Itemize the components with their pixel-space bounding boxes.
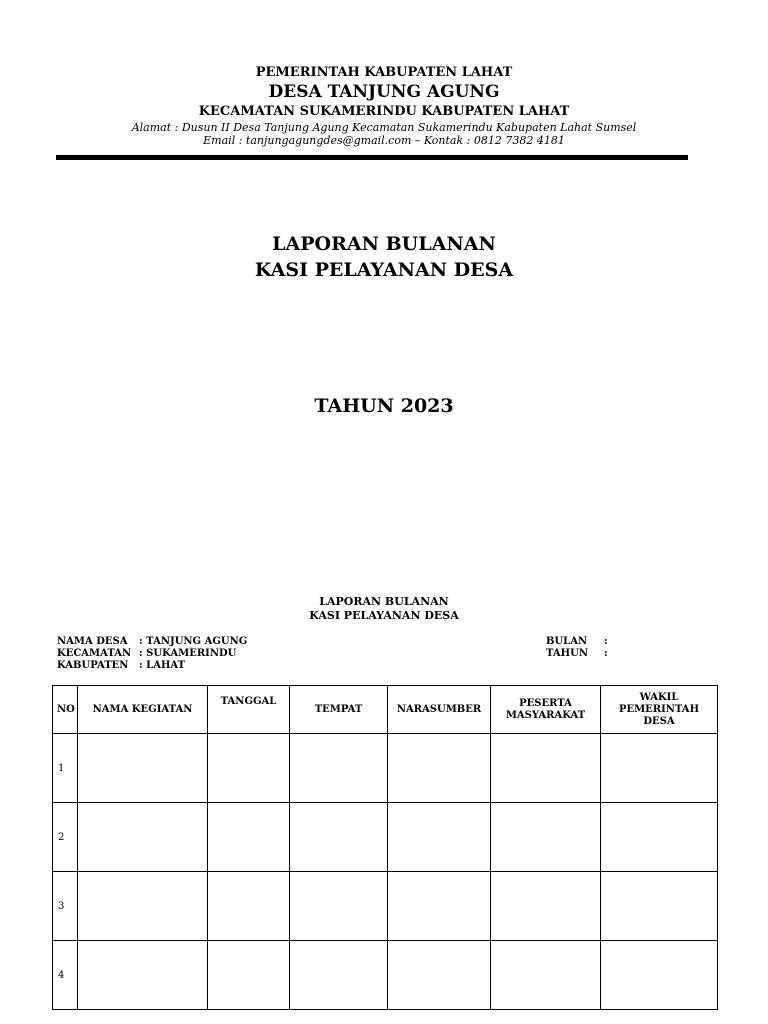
info-label: TAHUN	[546, 648, 588, 659]
column-header-date: TANGGAL	[208, 686, 290, 734]
row-number: 3	[53, 872, 78, 941]
cover-year: TAHUN 2023	[314, 395, 454, 417]
cell-date	[208, 803, 290, 872]
row-number: 2	[53, 803, 78, 872]
info-label: KECAMATAN	[57, 648, 132, 659]
cell-representative	[601, 872, 718, 941]
cell-speaker	[388, 872, 491, 941]
table-row	[53, 872, 718, 941]
cell-participants	[491, 734, 601, 803]
activity-table	[52, 685, 718, 1010]
info-label: KABUPATEN	[57, 660, 129, 671]
cell-date	[208, 872, 290, 941]
letterhead-district: KECAMATAN SUKAMERINDU KABUPATEN LAHAT	[198, 104, 570, 119]
info-label: BULAN	[546, 636, 588, 647]
column-header-speaker: NARASUMBER	[388, 686, 491, 734]
cell-participants	[491, 872, 601, 941]
info-row-village	[57, 636, 247, 648]
letterhead-village: DESA TANJUNG AGUNG	[268, 82, 500, 102]
cell-place	[290, 734, 388, 803]
cell-speaker	[388, 941, 491, 1010]
info-value: : LAHAT	[139, 660, 186, 671]
table-row	[53, 734, 718, 803]
info-value: : SUKAMERINDU	[139, 648, 237, 659]
cell-activity	[78, 872, 208, 941]
letterhead-contact: Email : tanjungagungdes@gmail.com – Kontak : 0812 7382 4181	[203, 134, 565, 147]
report-title-line1: LAPORAN BULANAN	[319, 595, 449, 608]
cell-place	[290, 803, 388, 872]
cover-title-line1: LAPORAN BULANAN	[272, 233, 496, 255]
report-info-left	[57, 636, 247, 672]
column-header-representative: WAKIL PEMERINTAH DESA	[601, 686, 718, 734]
cell-activity	[78, 734, 208, 803]
row-number: 1	[53, 734, 78, 803]
row-number: 4	[53, 941, 78, 1010]
info-row-regency	[57, 660, 247, 672]
cell-date	[208, 941, 290, 1010]
info-value: :	[604, 648, 608, 659]
cell-representative	[601, 734, 718, 803]
info-value: :	[604, 636, 608, 647]
cell-activity	[78, 941, 208, 1010]
info-row-year	[546, 648, 608, 660]
column-header-place: TEMPAT	[290, 686, 388, 734]
cell-activity	[78, 803, 208, 872]
cell-date	[208, 734, 290, 803]
cover-title-line2: KASI PELAYANAN DESA	[254, 259, 514, 281]
cell-place	[290, 941, 388, 1010]
info-row-district	[57, 648, 247, 660]
column-header-no: NO	[53, 686, 78, 734]
cell-place	[290, 872, 388, 941]
column-header-activity: NAMA KEGIATAN	[78, 686, 208, 734]
letterhead-address: Alamat : Dusun II Desa Tanjung Agung Kecamatan Sukamerindu Kabupaten Lahat Sumsel	[131, 121, 637, 134]
table-header-row	[53, 686, 718, 734]
column-header-participants: PESERTA MASYARAKAT	[491, 686, 601, 734]
cell-participants	[491, 803, 601, 872]
info-value: : TANJUNG AGUNG	[139, 636, 248, 647]
cell-speaker	[388, 803, 491, 872]
info-row-month	[546, 636, 608, 648]
cell-participants	[491, 941, 601, 1010]
cell-representative	[601, 941, 718, 1010]
cell-speaker	[388, 734, 491, 803]
report-info-right	[546, 636, 608, 660]
report-title-line2: KASI PELAYANAN DESA	[309, 609, 459, 622]
table-row	[53, 941, 718, 1010]
info-label: NAMA DESA	[57, 636, 128, 647]
letterhead-divider	[56, 155, 688, 160]
table-row	[53, 803, 718, 872]
letterhead-government: PEMERINTAH KABUPATEN LAHAT	[255, 65, 513, 80]
cell-representative	[601, 803, 718, 872]
